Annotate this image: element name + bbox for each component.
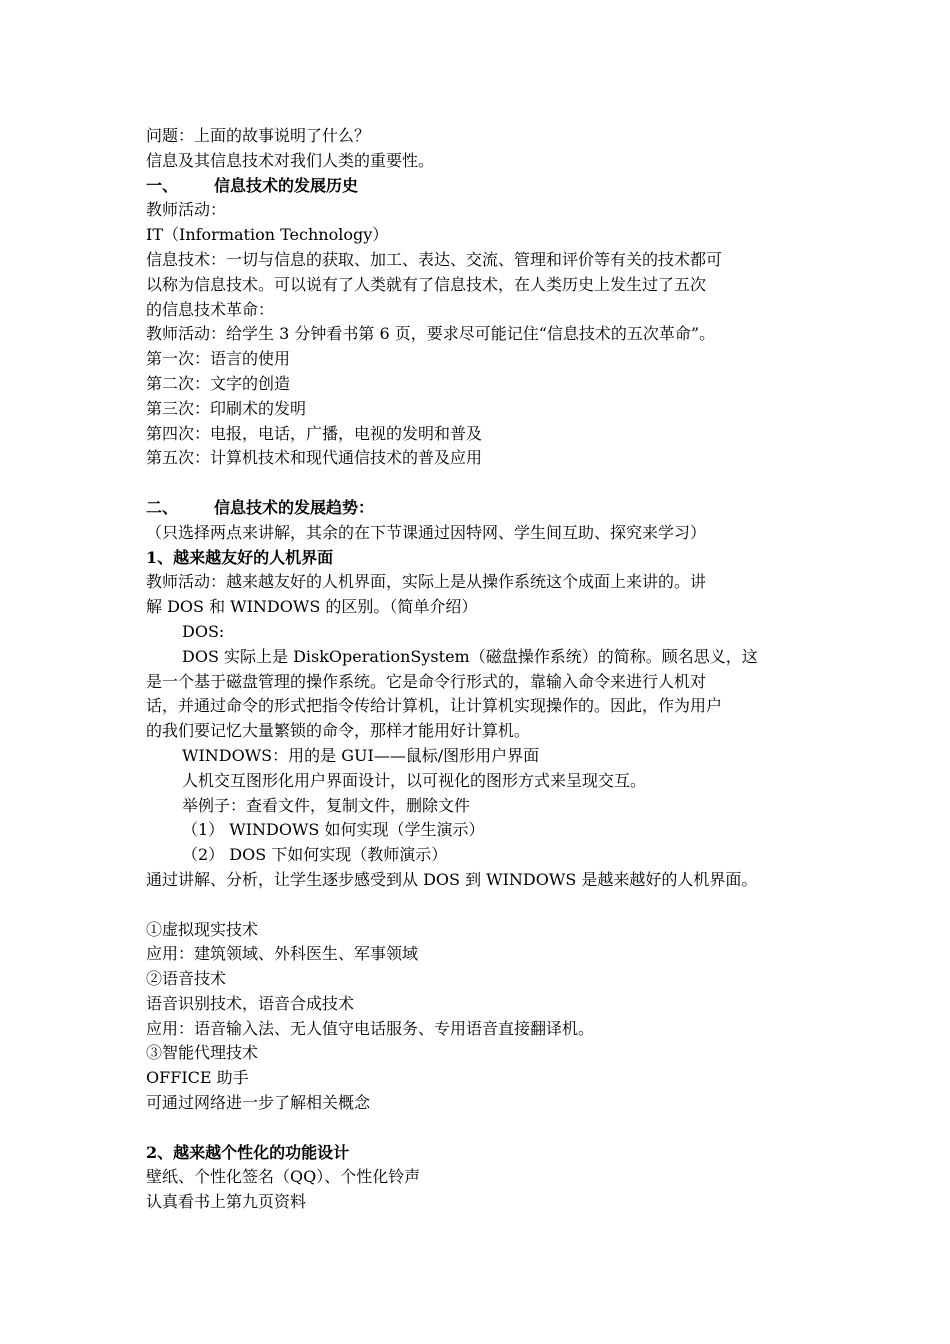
text-line: 信息技术：一切与信息的获取、加工、表达、交流、管理和评价等有关的技术都可 [146,249,723,269]
text-line: IT（Information Technology） [146,225,389,245]
dos-label: DOS: [182,621,225,641]
text-line: ③智能代理技术 [146,1043,259,1063]
document-page [146,124,810,1215]
text-line: 可通过网络进一步了解相关概念 [146,1093,371,1113]
text-line: 解 DOS 和 WINDOWS 的区别。（简单介绍） [146,597,478,617]
text-line: （1） WINDOWS 如何实现（学生演示） [182,820,485,840]
text-line: ②语音技术 [146,969,227,989]
section-heading-2 [146,496,810,521]
text-line: OFFICE 助手 [146,1068,249,1088]
text-line: 应用：语音输入法、无人值守电话服务、专用语音直接翻译机。 [146,1018,595,1038]
text-line: 第一次：语言的使用 [146,349,291,369]
blank-line [146,471,810,496]
text-line: DOS 实际上是 DiskOperationSystem（磁盘操作系统）的简称。顾名思义，这 [182,646,758,666]
text-line: （2） DOS 下如何实现（教师演示） [182,845,448,865]
text-line: 的我们要记忆大量繁锁的命令，那样才能用好计算机。 [146,721,531,741]
text-line: ①虚拟现实技术 [146,919,259,939]
subsection-title-2: 2、越来越个性化的功能设计 [146,1142,350,1162]
heading-number: 二、 [146,497,179,517]
text-line: 第四次：电报，电话，广播，电视的发明和普及 [146,423,483,443]
text-line: 壁纸、个性化签名（QQ）、个性化铃声 [146,1167,421,1187]
text-line: 问题：上面的故事说明了什么？ [146,126,371,145]
text-line: 举例子：查看文件，复制文件，删除文件 [182,795,471,815]
heading-text: 信息技术的发展历史 [214,175,359,195]
text-line: WINDOWS：用的是 GUI——鼠标/图形用户界面 [182,745,540,765]
text-line: 第五次：计算机技术和现代通信技术的普及应用 [146,448,483,468]
text-line: 应用：建筑领域、外科医生、军事领域 [146,944,419,964]
text-line: 是一个基于磁盘管理的操作系统。它是命令行形式的，靠输入命令来进行人机对 [146,671,707,691]
section-heading-1 [146,174,810,199]
text-line: 教师活动：给学生 3 分钟看书第 6 页，要求尽可能记住“信息技术的五次革命”。 [146,324,716,344]
text-line: 信息及其信息技术对我们人类的重要性。 [146,150,435,170]
text-line: 的信息技术革命： [146,299,275,319]
blank-line [146,1116,810,1141]
text-line: 教师活动：越来越友好的人机界面，实际上是从操作系统这个成面上来讲的。讲 [146,572,707,592]
text-line: 语音识别技术，语音合成技术 [146,993,355,1013]
text-line: 教师活动： [146,200,227,220]
section-intro: （只选择两点来讲解，其余的在下节课通过因特网、学生间互助、探究来学习） [146,522,707,542]
heading-text: 信息技术的发展趋势： [214,497,375,517]
heading-number: 一、 [146,175,179,195]
text-line: 话，并通过命令的形式把指令传给计算机，让计算机实现操作的。因此，作为用户 [146,696,723,716]
summary-line: 通过讲解、分析，让学生逐步感受到从 DOS 到 WINDOWS 是越来越好的人机界面。 [146,869,758,889]
subsection-title-1: 1、越来越友好的人机界面 [146,547,334,567]
text-line: 第三次：印刷术的发明 [146,398,307,418]
blank-line [146,893,810,918]
text-line: 以称为信息技术。可以说有了人类就有了信息技术，在人类历史上发生过了五次 [146,274,707,294]
text-line: 第二次：文字的创造 [146,373,291,393]
text-line: 人机交互图形化用户界面设计，以可视化的图形方式来呈现交互。 [182,770,647,790]
text-line: 认真看书上第九页资料 [146,1192,307,1212]
